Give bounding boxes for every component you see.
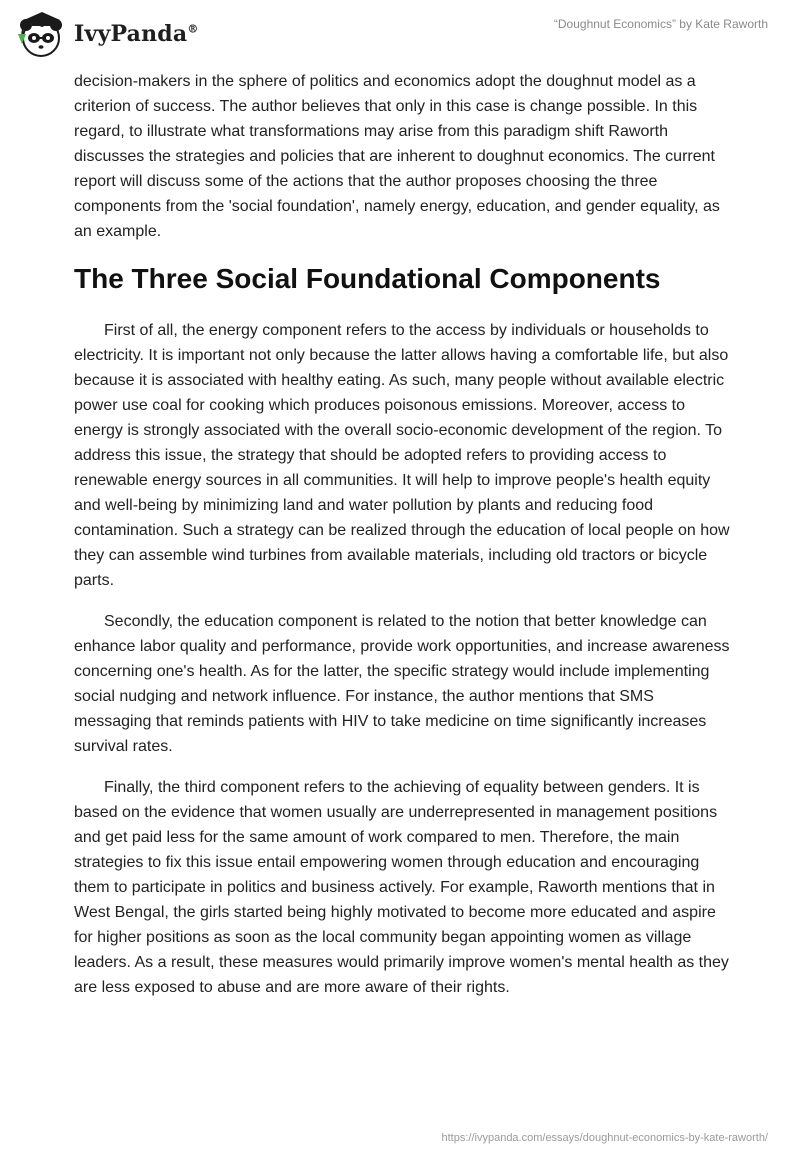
brand-name: IvyPanda®: [74, 21, 199, 47]
panda-graduation-cap-icon: [14, 8, 66, 60]
essay-body: [74, 69, 734, 1016]
brand-logo[interactable]: [14, 8, 199, 60]
paragraph-energy: First of all, the energy component refers to the access by individuals or households to electricity. It is important not only because the latter allows having a comfortable life, but also because it is associated with healthy eating. As such, many people without available electric power use coal for cooking which produces poisonous emissions. Moreover, access to energy is strongly associated with the overall socio-economic development of the region. To address this issue, the strategy that should be adopted refers to providing access to renewable energy sources in all communities. It will help to improve people's health equity and well-being by minimizing land and water pollution by plants and reducing food contamination. Such a strategy can be realized through the education of local people on how they can assemble wind turbines from available materials, including old tractors or bicycle parts.: [74, 322, 730, 589]
paragraph-gender-equality: Finally, the third component refers to the achieving of equality between genders. It is based on the evidence that women usually are underrepresented in management positions and get paid less for the same amount of work compared to men. Therefore, the main strategies to fix this issue entail empowering women through education and encouraging them to participate in politics and business actively. For example, Raworth mentions that in West Bengal, the girls started being highly motivated to become more educated and aspire for higher positions as soon as the local community began appointing women as village leaders. As a result, these measures would primarily improve women's mental health as they are less exposed to abuse and are more aware of their rights.: [74, 779, 729, 996]
document-title: “Doughnut Economics” by Kate Raworth: [553, 17, 768, 31]
page-header: [0, 0, 800, 70]
section-heading: The Three Social Foundational Components: [74, 263, 661, 294]
paragraph-education: Secondly, the education component is related to the notion that better knowledge can enhance labor quality and performance, provide work opportunities, and increase awareness concerning one's health. As for the latter, the specific strategy would include implementing social nudging and network influence. For instance, the author mentions that SMS messaging that reminds patients with HIV to take medicine on time significantly increases survival rates.: [74, 613, 730, 755]
intro-paragraph: decision-makers in the sphere of politics and economics adopt the doughnut model as a criterion of success. The author believes that only in this case is change possible. In this regard, to illustrate what transformations may arise from this paradigm shift Raworth discusses the strategies and policies that are inherent to doughnut economics. The current report will discuss some of the actions that the author proposes choosing the three components from the 'social foundation', namely energy, education, and gender equality, as an example.: [74, 73, 720, 240]
source-url[interactable]: https://ivypanda.com/essays/doughnut-economics-by-kate-raworth/: [441, 1132, 768, 1144]
